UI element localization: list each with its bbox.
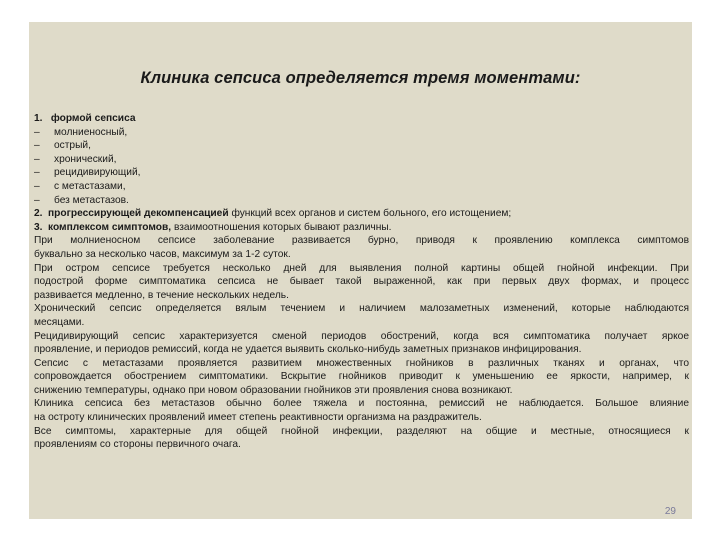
- list-item-1: [34, 112, 689, 126]
- paragraph-line: При молниеносном сепсисе заболевание развивается бурно, приводя к проявлению комплекса симптомов: [34, 235, 689, 247]
- list-number: 1.: [34, 113, 43, 124]
- description-paragraphs: [34, 234, 689, 452]
- slide-title: Клиника сепсиса определяется тремя моментами:: [140, 69, 581, 87]
- list-item-text: функций всех органов и систем больного, его истощением;: [228, 208, 512, 220]
- sepsis-form-label: без метастазов.: [54, 194, 129, 206]
- dash-bullet: –: [34, 126, 40, 138]
- page-number: 29: [664, 506, 676, 517]
- paragraph-line: Сепсис с метастазами проявляется развитием множественных гнойников в различных тканях и органах, что: [34, 357, 689, 369]
- dash-bullet: –: [34, 180, 40, 192]
- list-item-text: взаимоотношения которых бывают различны.: [171, 221, 392, 233]
- list-item-3: [34, 221, 689, 235]
- paragraph-line: буквально за несколько часов, максимум за 1-2 суток.: [34, 248, 291, 260]
- sepsis-form-item: [34, 166, 689, 180]
- sepsis-form-item: [34, 139, 689, 153]
- sepsis-form-label: молниеносный,: [54, 126, 128, 138]
- sepsis-form-label: с метастазами,: [54, 180, 126, 192]
- dash-bullet: –: [34, 167, 40, 179]
- sepsis-form-item: [34, 153, 689, 167]
- paragraph-line: развивается медленно, в течение нескольких недель.: [34, 289, 289, 301]
- dash-bullet: –: [34, 140, 40, 152]
- paragraph-line: Хронический сепсис определяется вялым течением и наличием малозаметных изменений, которые наблюдаются: [34, 303, 689, 315]
- list-number: 3.: [34, 221, 43, 233]
- list-item-label: формой сепсиса: [50, 113, 136, 124]
- paragraph-line: снижению температуры, однако при новом образовании гнойников эти проявления снова возникают.: [34, 384, 513, 396]
- paragraph-line: проявление, и периодов ремиссий, когда не удается выявить сколько-нибудь заметных признаков инфицирования.: [34, 344, 582, 356]
- paragraph-line: сопровождается обострением симптоматики. Вскрытие гнойников приводит к уменьшению ее яркости, например, к: [34, 371, 689, 383]
- sepsis-form-item: [34, 126, 689, 140]
- paragraph-line: на остроту клинических проявлений имеет степень реактивности организма на раздражитель.: [34, 412, 482, 424]
- sepsis-form-label: рецидивирующий,: [54, 167, 141, 179]
- list-number: 2.: [34, 208, 43, 220]
- slide-content: [34, 112, 689, 452]
- sepsis-form-label: острый,: [54, 140, 91, 152]
- sepsis-form-item: [34, 180, 689, 194]
- paragraph-line: подострой форме симптоматика сепсиса не бывает такой выраженной, как при первых двух формах, и процесс: [34, 276, 689, 288]
- list-item-2: [34, 207, 689, 221]
- list-item-bold: прогрессирующей декомпенсацией: [48, 208, 229, 220]
- list-item-bold: комплексом симптомов,: [48, 221, 172, 233]
- slide: [29, 22, 692, 519]
- sepsis-forms-list: [34, 126, 689, 208]
- paragraph-line: Все симптомы, характерные для общей гнойной инфекции, разделяют на общие и местные, относящиеся к: [34, 425, 689, 437]
- paragraph-line: Рецидивирующий сепсис характеризуется сменой периодов обострений, когда вся симптоматика получает яркое: [34, 330, 689, 342]
- sepsis-form-label: хронический,: [54, 153, 117, 165]
- sepsis-form-item: [34, 194, 689, 208]
- paragraph-line: месяцами.: [34, 316, 85, 328]
- paragraph-line: Клиника сепсиса без метастазов обычно более тяжела и постоянна, ремиссий не наблюдается. Большое влияние: [34, 398, 689, 410]
- paragraph-line: проявлениям со стороны первичного очага.: [34, 439, 241, 451]
- dash-bullet: –: [34, 153, 40, 165]
- paragraph-line: При остром сепсисе требуется несколько дней для выявления полной картины общей гнойной инфекции. При: [34, 262, 689, 274]
- dash-bullet: –: [34, 194, 40, 206]
